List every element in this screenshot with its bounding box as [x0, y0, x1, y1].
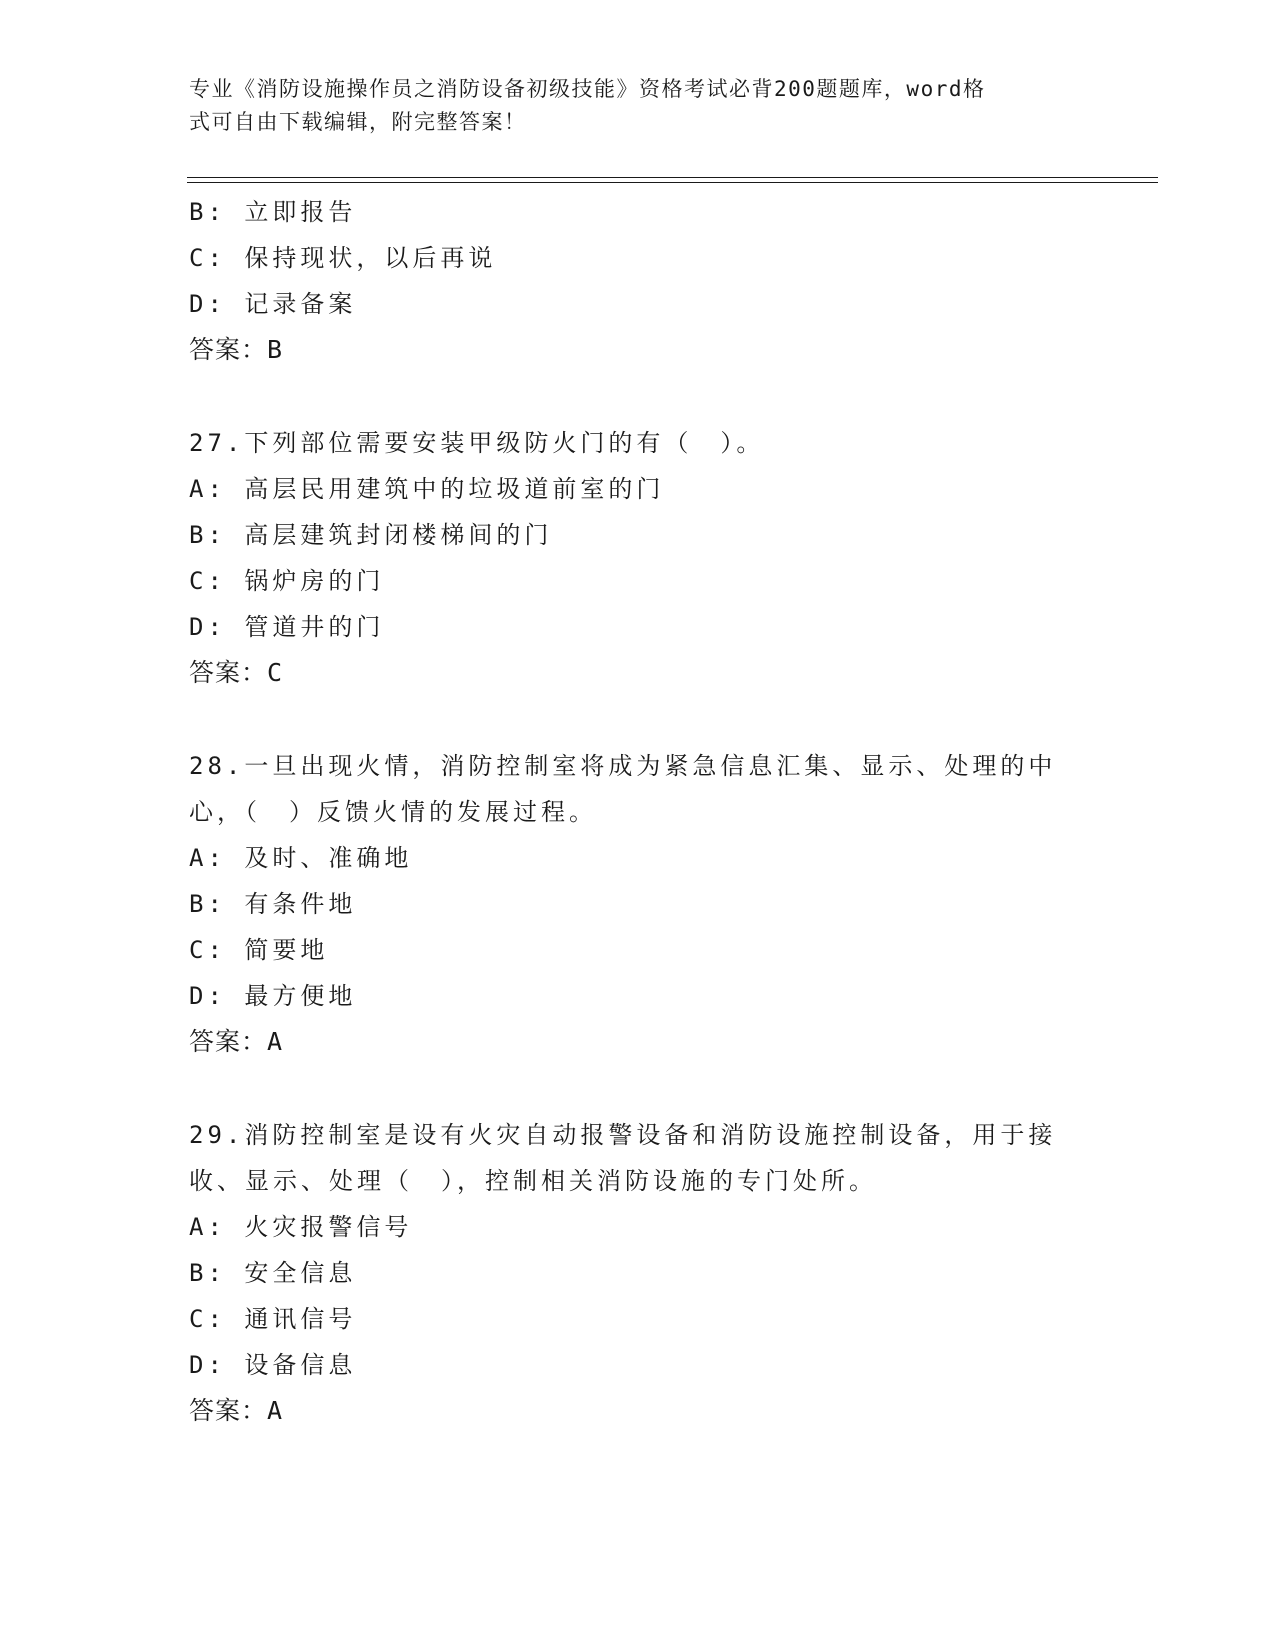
answer-value: B [267, 335, 284, 364]
header-divider-bottom [187, 182, 1158, 183]
question-28 [189, 743, 1089, 1065]
answer-label: 答案： [189, 1027, 268, 1056]
question-list [189, 189, 1089, 1434]
answer-label: 答案： [189, 1396, 268, 1425]
option-d: D: 设备信息 [189, 1351, 357, 1379]
answer-value: C [267, 658, 284, 687]
option-a: A: 高层民用建筑中的垃圾道前室的门 [189, 475, 665, 503]
question-stem-line-1: 29.消防控制室是设有火灾自动报警设备和消防设施控制设备，用于接 [189, 1121, 1057, 1149]
option-c: C: 简要地 [189, 936, 329, 964]
answer-line [189, 327, 1089, 373]
option-c: C: 通讯信号 [189, 1305, 357, 1333]
question-stem: 27.下列部位需要安装甲级防火门的有（ ）。 [189, 429, 765, 457]
header-line-2: 式可自由下载编辑，附完整答案！ [189, 110, 527, 134]
question-stem-line-1: 28.一旦出现火情，消防控制室将成为紧急信息汇集、显示、处理的中 [189, 752, 1057, 780]
option-d: D: 最方便地 [189, 982, 357, 1010]
answer-line [189, 1388, 1089, 1434]
answer-label: 答案： [189, 658, 268, 687]
option-a: A: 火灾报警信号 [189, 1213, 413, 1241]
header-divider-top [187, 177, 1158, 178]
option-c: C: 保持现状，以后再说 [189, 244, 497, 272]
question-29 [189, 1112, 1089, 1434]
option-d: D: 管道井的门 [189, 613, 385, 641]
answer-value: A [267, 1396, 284, 1425]
question-stem-line-2: 收、显示、处理（ ），控制相关消防设施的专门处所。 [189, 1167, 877, 1195]
option-c: C: 锅炉房的门 [189, 567, 385, 595]
question-27 [189, 420, 1089, 696]
answer-label: 答案： [189, 335, 268, 364]
document-header [189, 73, 1069, 139]
header-line-1: 专业《消防设施操作员之消防设备初级技能》资格考试必背200题题库，word格 [189, 77, 986, 101]
option-b: B: 立即报告 [189, 198, 357, 226]
option-a: A: 及时、准确地 [189, 844, 413, 872]
answer-line [189, 650, 1089, 696]
option-b: B: 有条件地 [189, 890, 357, 918]
option-b: B: 安全信息 [189, 1259, 357, 1287]
option-d: D: 记录备案 [189, 290, 357, 318]
option-b: B: 高层建筑封闭楼梯间的门 [189, 521, 553, 549]
question-stem-line-2: 心，（ ）反馈火情的发展过程。 [189, 798, 597, 826]
answer-value: A [267, 1027, 284, 1056]
question-26-continued [189, 189, 1089, 373]
answer-line [189, 1019, 1089, 1065]
